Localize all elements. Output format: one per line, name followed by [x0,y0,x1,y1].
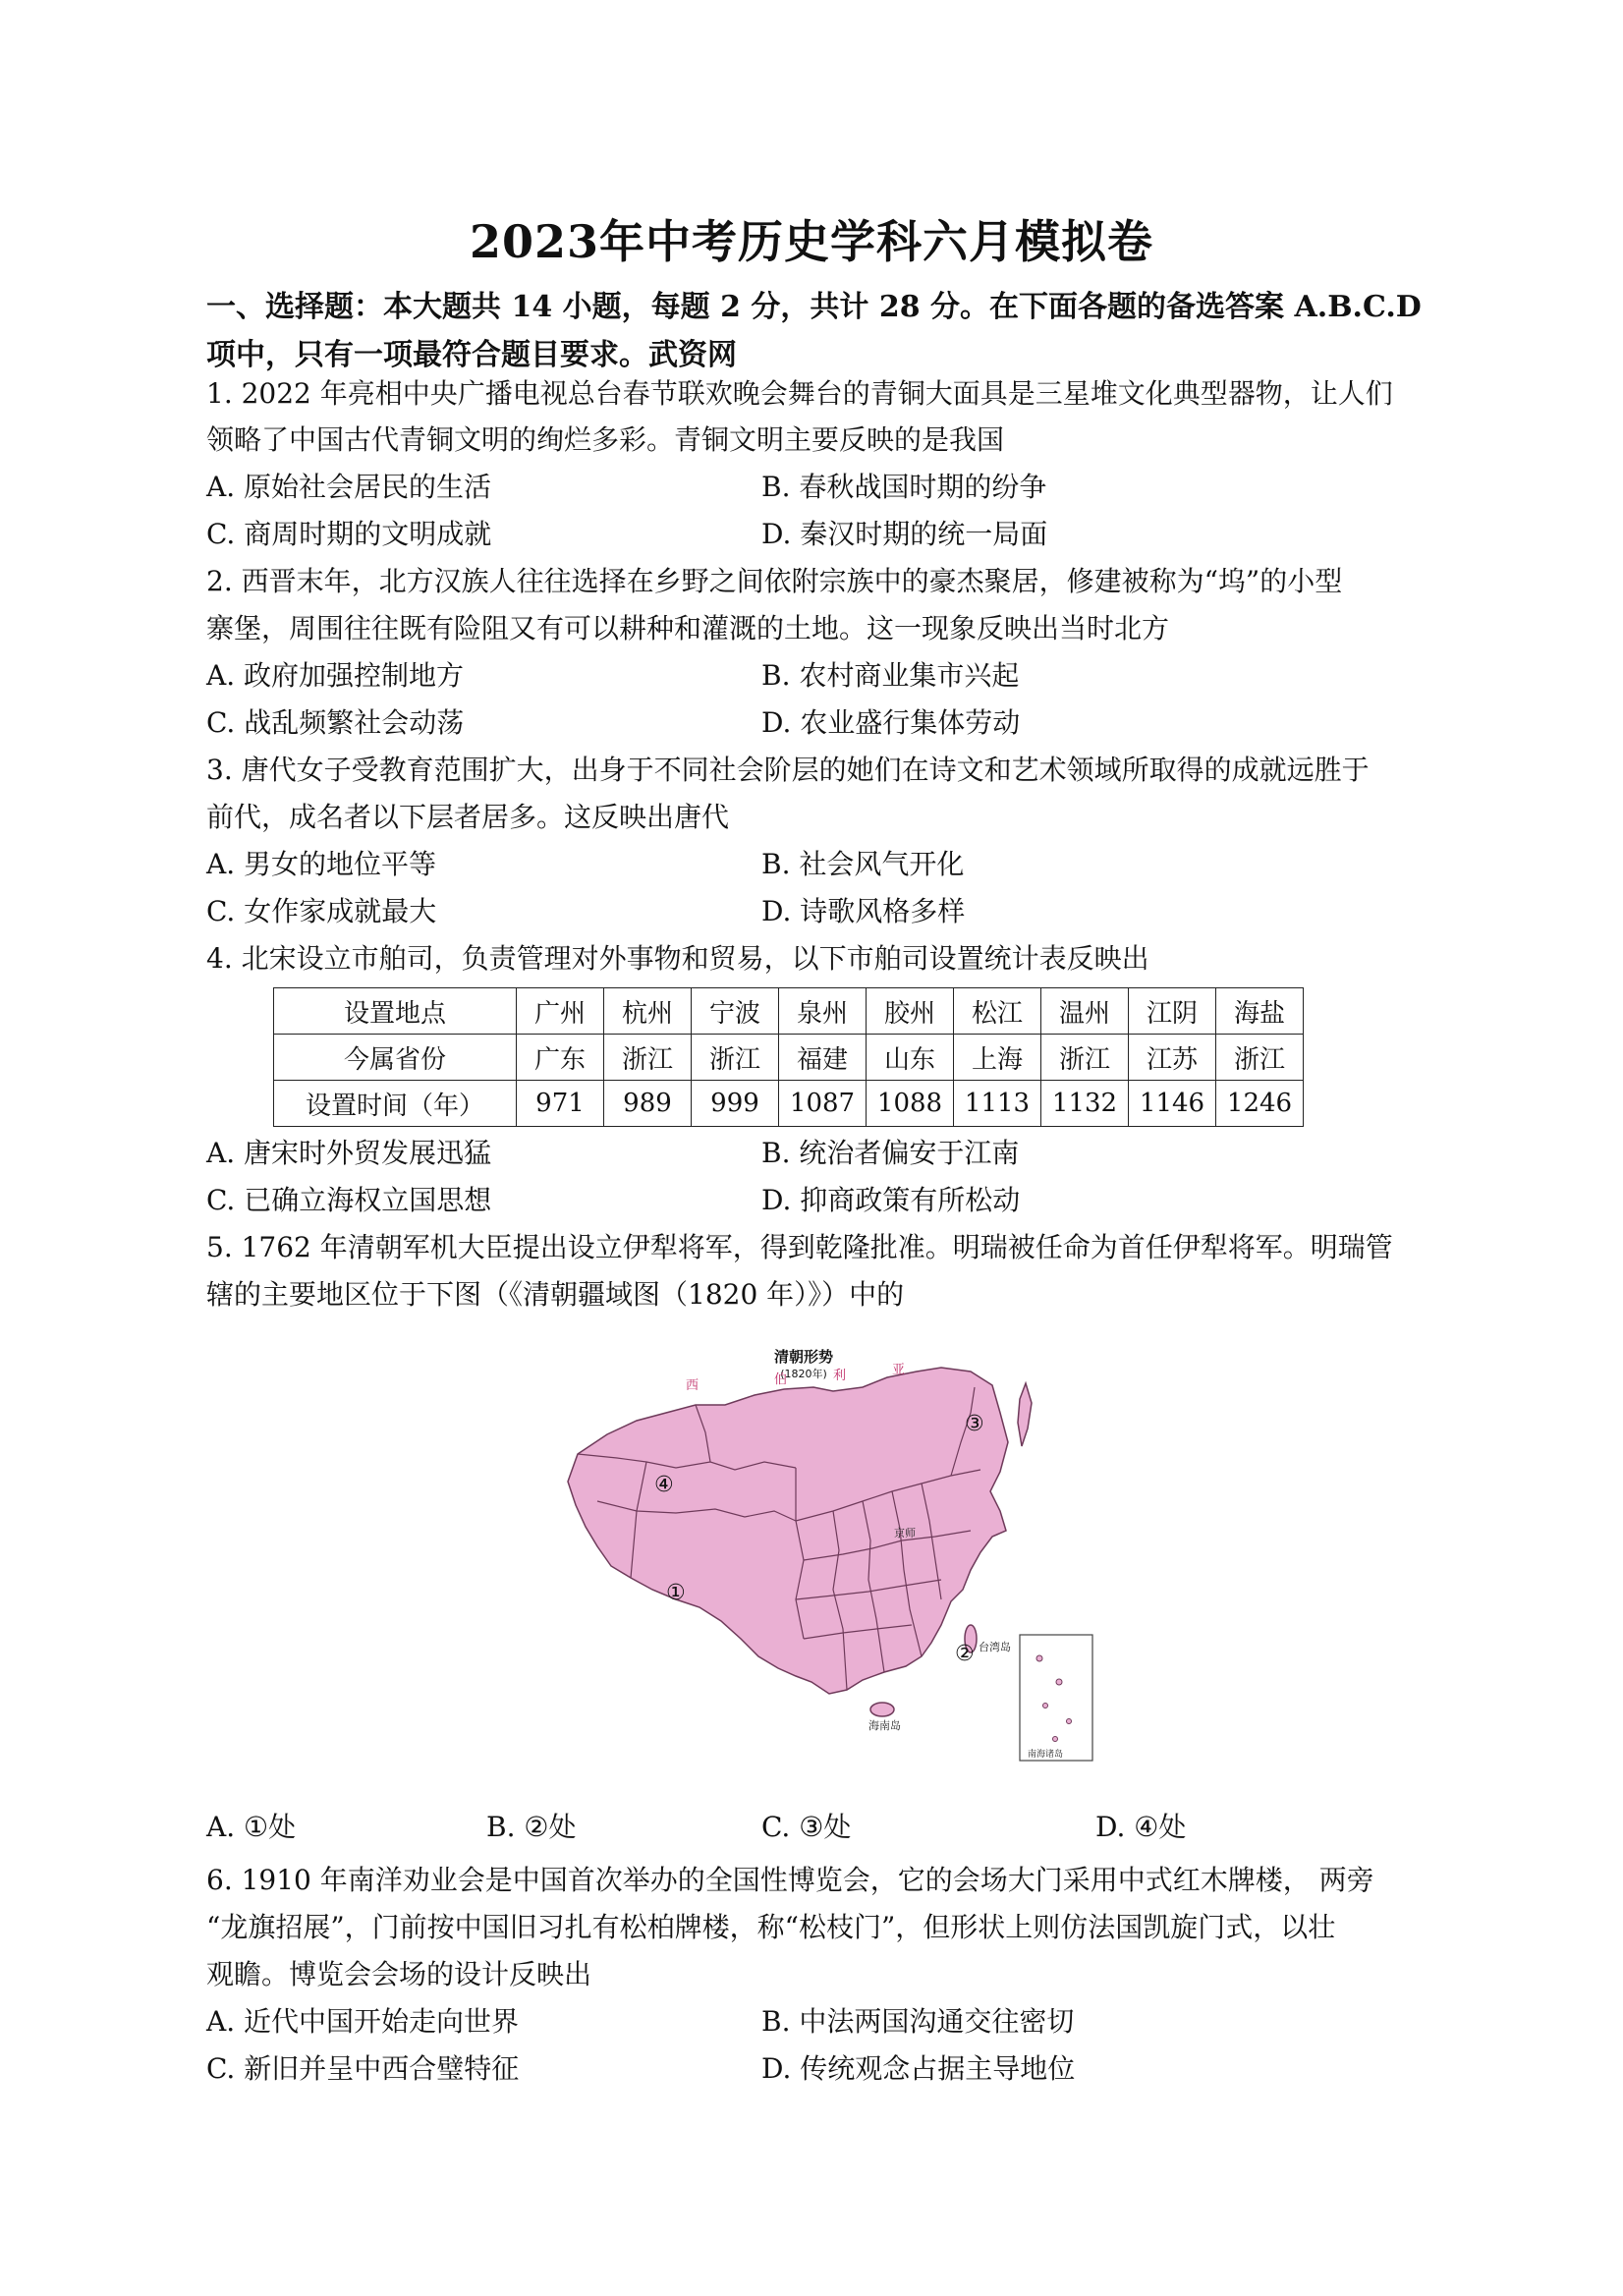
table-cell: 浙江 [604,1035,692,1081]
q2-option-c: C. 战乱频繁社会动荡 [206,706,465,739]
table-cell: 浙江 [1216,1035,1304,1081]
table-cell: 胶州 [867,988,954,1035]
q2-option-d: D. 农业盛行集体劳动 [761,706,1021,739]
table-row [274,988,1304,1035]
page-title: 2023年中考历史学科六月模拟卷 [469,215,1154,268]
q2-option-a: A. 政府加强控制地方 [206,659,465,692]
table-cell: 泉州 [779,988,867,1035]
map-label: 伯 [774,1372,788,1387]
map-label: 利 [833,1369,847,1383]
table-cell: 杭州 [604,988,692,1035]
table-cell: 1087 [779,1081,867,1127]
q5-stem-line-1: 5. 1762 年清朝军机大臣提出设立伊犁将军，得到乾隆批准。明瑞被任命为首任伊犁将军。明瑞管 [206,1231,1393,1263]
q1-stem-line-1: 1. 2022 年亮相中央广播电视总台春节联欢晚会舞台的青铜大面具是三星堆文化典型器物，让人们 [206,377,1393,410]
table-row-header: 今属省份 [274,1035,517,1081]
q6-option-b: B. 中法两国沟通交往密切 [761,2005,1075,2038]
q1-option-b: B. 春秋战国时期的纷争 [761,471,1047,503]
table-cell: 温州 [1041,988,1129,1035]
table-cell: 1113 [954,1081,1041,1127]
map-label: 南海诸岛 [1028,1750,1064,1760]
q3-option-c: C. 女作家成就最大 [206,895,437,927]
q2-option-b: B. 农村商业集市兴起 [761,659,1020,692]
table-row [274,1035,1304,1081]
q5-option-c: C. ③处 [761,1811,852,1843]
map-marker-2: ② [955,1642,975,1666]
table-cell: 1132 [1041,1081,1129,1127]
table-row [274,1081,1304,1127]
q5-option-a: A. ①处 [206,1811,297,1843]
section-heading [206,283,1444,379]
q1-option-d: D. 秦汉时期的统一局面 [761,518,1048,550]
q4-option-c: C. 已确立海权立国思想 [206,1184,492,1216]
table-cell: 999 [692,1081,779,1127]
map-title: 清朝形势 [773,1348,834,1366]
table-row-header: 设置地点 [274,988,517,1035]
table-cell: 浙江 [1041,1035,1129,1081]
map-marker-4: ④ [654,1473,674,1497]
q6-option-d: D. 传统观念占据主导地位 [761,2052,1076,2085]
q6-option-a: A. 近代中国开始走向世界 [206,2005,520,2038]
q4-option-d: D. 抑商政策有所松动 [761,1184,1021,1216]
table-cell: 山东 [867,1035,954,1081]
table-row-header: 设置时间（年） [274,1081,517,1127]
q1-option-c: C. 商周时期的文明成就 [206,518,492,550]
q4-option-b: B. 统治者偏安于江南 [761,1137,1020,1169]
map-label: 台湾岛 [979,1641,1011,1653]
map-label: 京师 [894,1527,916,1540]
table-cell: 江苏 [1129,1035,1216,1081]
q5-option-d: D. ④处 [1095,1811,1187,1843]
q3-option-d: D. 诗歌风格多样 [761,895,966,927]
section-heading-line-2: 项中，只有一项最符合题目要求。武资网 [206,338,737,372]
map-subtitle: (1820年) [780,1368,827,1380]
map-marker-1: ① [666,1581,686,1605]
table-cell: 广州 [517,988,604,1035]
table-cell: 福建 [779,1035,867,1081]
q6-stem-line-3: 观瞻。博览会会场的设计反映出 [206,1958,592,1990]
map-label: 亚 [892,1363,906,1377]
table-cell: 宁波 [692,988,779,1035]
q6-stem-line-2: “龙旗招展”，门前按中国旧习扎有松柏牌楼，称“松枝门”，但形状上则仿法国凯旋门式，以壮 [206,1911,1336,1943]
table-cell: 上海 [954,1035,1041,1081]
q5-stem-line-2: 辖的主要地区位于下图（《清朝疆域图（1820 年）》）中的 [206,1278,905,1311]
table-cell: 广东 [517,1035,604,1081]
table-cell: 海盐 [1216,988,1304,1035]
map-marker-3: ③ [965,1412,984,1436]
q3-option-b: B. 社会风气开化 [761,848,965,880]
qing-territory-map [538,1344,1102,1776]
q2-stem-line-2: 寨堡，周围往往既有险阻又有可以耕种和灌溉的土地。这一现象反映出当时北方 [206,612,1170,644]
map-label: 西 [686,1378,700,1393]
trade-office-table [273,987,1304,1127]
q1-option-a: A. 原始社会居民的生活 [206,471,492,503]
map-label: 海南岛 [868,1719,901,1732]
q6-option-c: C. 新旧并呈中西合璧特征 [206,2052,520,2085]
hainan-island [870,1703,894,1716]
q2-stem-line-1: 2. 西晋末年，北方汉族人往往选择在乡野之间依附宗族中的豪杰聚居，修建被称为“坞”的小型 [206,565,1343,597]
table-cell: 1246 [1216,1081,1304,1127]
q3-stem-line-2: 前代，成名者以下层者居多。这反映出唐代 [206,801,730,833]
q6-stem-line-1: 6. 1910 年南洋劝业会是中国首次举办的全国性博览会，它的会场大门采用中式红木牌楼， 两旁 [206,1864,1374,1896]
q3-stem-line-1: 3. 唐代女子受教育范围扩大，出身于不同社会阶层的她们在诗文和艺术领域所取得的成就远胜于 [206,754,1370,786]
table-cell: 1088 [867,1081,954,1127]
table-cell: 1146 [1129,1081,1216,1127]
table-cell: 浙江 [692,1035,779,1081]
table-cell: 江阴 [1129,988,1216,1035]
q1-stem-line-2: 领略了中国古代青铜文明的绚烂多彩。青铜文明主要反映的是我国 [206,423,1005,456]
q5-option-b: B. ②处 [486,1811,577,1843]
section-heading-line-1: 一、选择题：本大题共 14 小题，每题 2 分，共计 28 分。在下面各题的备选答案 A.B.C.D [206,290,1422,324]
table-cell: 松江 [954,988,1041,1035]
q4-option-a: A. 唐宋时外贸发展迅猛 [206,1137,492,1169]
q4-stem-line-1: 4. 北宋设立市舶司，负责管理对外事物和贸易，以下市舶司设置统计表反映出 [206,942,1149,975]
table-cell: 989 [604,1081,692,1127]
q3-option-a: A. 男女的地位平等 [206,848,437,880]
table-cell: 971 [517,1081,604,1127]
